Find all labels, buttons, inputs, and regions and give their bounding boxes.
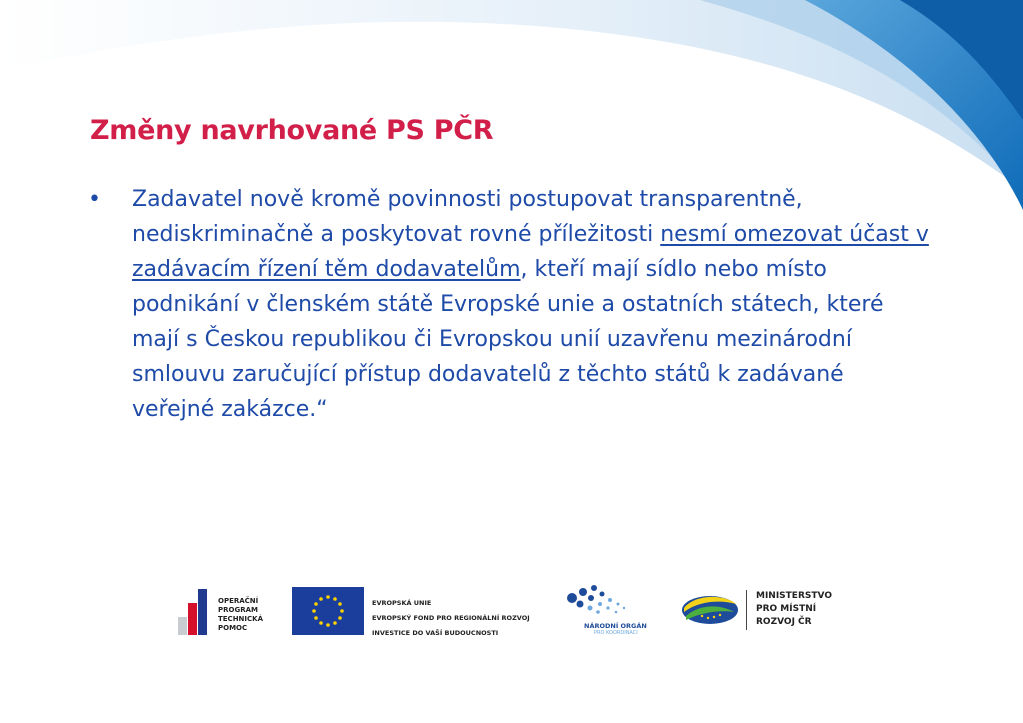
eu-flag-icon — [292, 587, 364, 635]
eu-line-2: EVROPSKÝ FOND PRO REGIONÁLNÍ ROZVOJ — [372, 614, 530, 622]
mmr-line-2: PRO MÍSTNÍ — [756, 604, 817, 614]
optp-line-1: OPERAČNÍ — [218, 597, 259, 605]
optp-logo — [178, 587, 278, 637]
bullet-paragraph — [132, 182, 932, 427]
bullet-list — [88, 182, 948, 427]
mmr-line-1: MINISTERSTVO — [756, 591, 832, 601]
mmr-divider — [746, 590, 747, 630]
paragraph-text-start: Zadavatel nově kromě povinnosti postupovat transparentně, nediskriminačně a poskytovat rovné příležitosti — [132, 187, 803, 247]
mmr-line-3: ROZVOJ ČR — [756, 617, 812, 627]
optp-line-4: POMOC — [218, 624, 248, 632]
mmr-emblem-icon — [680, 590, 740, 630]
slide-title: Změny navrhované PS PČR — [90, 115, 494, 146]
underlined-phrase: nesmí omezovat účast v zadávacím řízení těm dodavatelům — [132, 222, 929, 282]
eu-logo — [292, 587, 552, 637]
nok-dots-icon — [564, 584, 634, 620]
paragraph-text-end: , kteří mají sídlo nebo místo podnikání v členském státě Evropské unie a ostatních státech, které mají s Českou republikou či Evropskou unií uzavřenu mezinárodní smlouvu zaručující přístup dodavatelů z těchto států k zadávané veřejné zakázce.“ — [132, 257, 884, 422]
optp-line-3: TECHNICKÁ — [218, 615, 263, 623]
nok-name: NÁRODNÍ ORGÁN — [584, 622, 647, 630]
logo-bar — [0, 580, 1023, 640]
mmr-logo — [680, 588, 860, 638]
eu-line-3: INVESTICE DO VAŠÍ BUDOUCNOSTI — [372, 629, 499, 637]
bullet-marker: • — [88, 187, 101, 212]
optp-line-2: PROGRAM — [218, 606, 258, 614]
optp-bars-icon — [178, 587, 214, 637]
eu-line-1: EVROPSKÁ UNIE — [372, 599, 432, 607]
nok-sub: PRO KOORDINACI — [594, 630, 638, 636]
nok-logo — [560, 584, 650, 640]
